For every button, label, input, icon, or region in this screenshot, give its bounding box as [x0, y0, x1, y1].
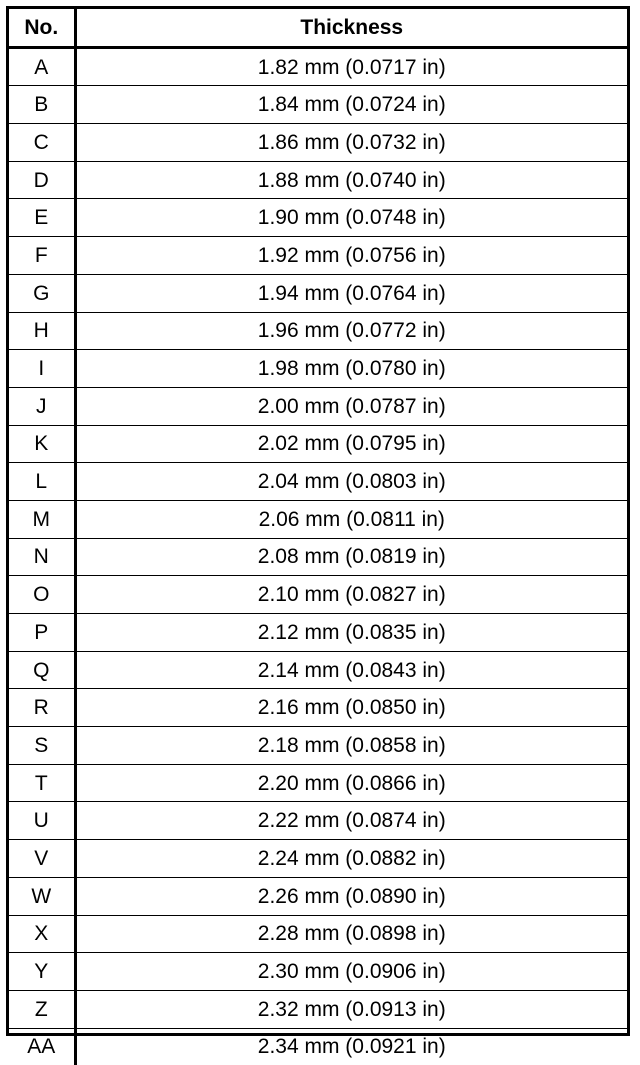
table-row	[9, 463, 627, 501]
cell-no: W	[9, 877, 75, 915]
cell-thickness: 1.88 mm (0.0740 in)	[75, 161, 627, 199]
table-row	[9, 840, 627, 878]
cell-thickness: 2.22 mm (0.0874 in)	[75, 802, 627, 840]
cell-thickness: 2.14 mm (0.0843 in)	[75, 651, 627, 689]
cell-thickness: 2.28 mm (0.0898 in)	[75, 915, 627, 953]
cell-thickness: 2.34 mm (0.0921 in)	[75, 1028, 627, 1065]
table-row	[9, 86, 627, 124]
table-row	[9, 915, 627, 953]
thickness-table	[9, 9, 627, 1065]
table-row	[9, 651, 627, 689]
cell-no: G	[9, 274, 75, 312]
cell-no: A	[9, 47, 75, 86]
header-no: No.	[9, 9, 75, 47]
cell-thickness: 1.98 mm (0.0780 in)	[75, 350, 627, 388]
table-row	[9, 425, 627, 463]
table-row	[9, 161, 627, 199]
cell-no: L	[9, 463, 75, 501]
cell-no: N	[9, 538, 75, 576]
cell-no: O	[9, 576, 75, 614]
cell-thickness: 1.86 mm (0.0732 in)	[75, 124, 627, 162]
cell-thickness: 2.04 mm (0.0803 in)	[75, 463, 627, 501]
cell-thickness: 2.18 mm (0.0858 in)	[75, 727, 627, 765]
table-row	[9, 500, 627, 538]
cell-thickness: 1.94 mm (0.0764 in)	[75, 274, 627, 312]
cell-thickness: 1.92 mm (0.0756 in)	[75, 237, 627, 275]
cell-thickness: 2.00 mm (0.0787 in)	[75, 387, 627, 425]
table-header-row	[9, 9, 627, 47]
cell-thickness: 2.30 mm (0.0906 in)	[75, 953, 627, 991]
cell-no: V	[9, 840, 75, 878]
cell-no: P	[9, 614, 75, 652]
cell-no: J	[9, 387, 75, 425]
cell-thickness: 2.08 mm (0.0819 in)	[75, 538, 627, 576]
table-row	[9, 237, 627, 275]
table-row	[9, 689, 627, 727]
table-body	[9, 47, 627, 1065]
cell-no: E	[9, 199, 75, 237]
cell-thickness: 2.02 mm (0.0795 in)	[75, 425, 627, 463]
table-row	[9, 764, 627, 802]
cell-no: I	[9, 350, 75, 388]
table-row	[9, 312, 627, 350]
cell-no: C	[9, 124, 75, 162]
cell-thickness: 2.24 mm (0.0882 in)	[75, 840, 627, 878]
cell-thickness: 1.90 mm (0.0748 in)	[75, 199, 627, 237]
cell-no: K	[9, 425, 75, 463]
cell-no: D	[9, 161, 75, 199]
cell-no: Q	[9, 651, 75, 689]
table-row	[9, 47, 627, 86]
cell-no: Z	[9, 990, 75, 1028]
header-thickness: Thickness	[75, 9, 627, 47]
table-row	[9, 727, 627, 765]
cell-no: AA	[9, 1028, 75, 1065]
cell-no: T	[9, 764, 75, 802]
cell-thickness: 1.82 mm (0.0717 in)	[75, 47, 627, 86]
table-row	[9, 124, 627, 162]
table-row	[9, 538, 627, 576]
table-row	[9, 802, 627, 840]
cell-thickness: 2.06 mm (0.0811 in)	[75, 500, 627, 538]
table-row	[9, 350, 627, 388]
table-row	[9, 199, 627, 237]
cell-no: B	[9, 86, 75, 124]
table-row	[9, 274, 627, 312]
table-row	[9, 877, 627, 915]
cell-no: U	[9, 802, 75, 840]
cell-thickness: 1.96 mm (0.0772 in)	[75, 312, 627, 350]
cell-thickness: 2.12 mm (0.0835 in)	[75, 614, 627, 652]
cell-thickness: 2.16 mm (0.0850 in)	[75, 689, 627, 727]
cell-thickness: 2.32 mm (0.0913 in)	[75, 990, 627, 1028]
thickness-table-container	[6, 6, 630, 1059]
cell-thickness: 2.20 mm (0.0866 in)	[75, 764, 627, 802]
table-row	[9, 990, 627, 1028]
cell-no: F	[9, 237, 75, 275]
table-row	[9, 576, 627, 614]
table-row	[9, 614, 627, 652]
table-row	[9, 1028, 627, 1065]
cell-no: M	[9, 500, 75, 538]
cell-thickness: 1.84 mm (0.0724 in)	[75, 86, 627, 124]
table-row	[9, 953, 627, 991]
cell-thickness: 2.26 mm (0.0890 in)	[75, 877, 627, 915]
cell-thickness: 2.10 mm (0.0827 in)	[75, 576, 627, 614]
cell-no: S	[9, 727, 75, 765]
cell-no: X	[9, 915, 75, 953]
table-row	[9, 387, 627, 425]
cell-no: H	[9, 312, 75, 350]
cell-no: R	[9, 689, 75, 727]
cell-no: Y	[9, 953, 75, 991]
